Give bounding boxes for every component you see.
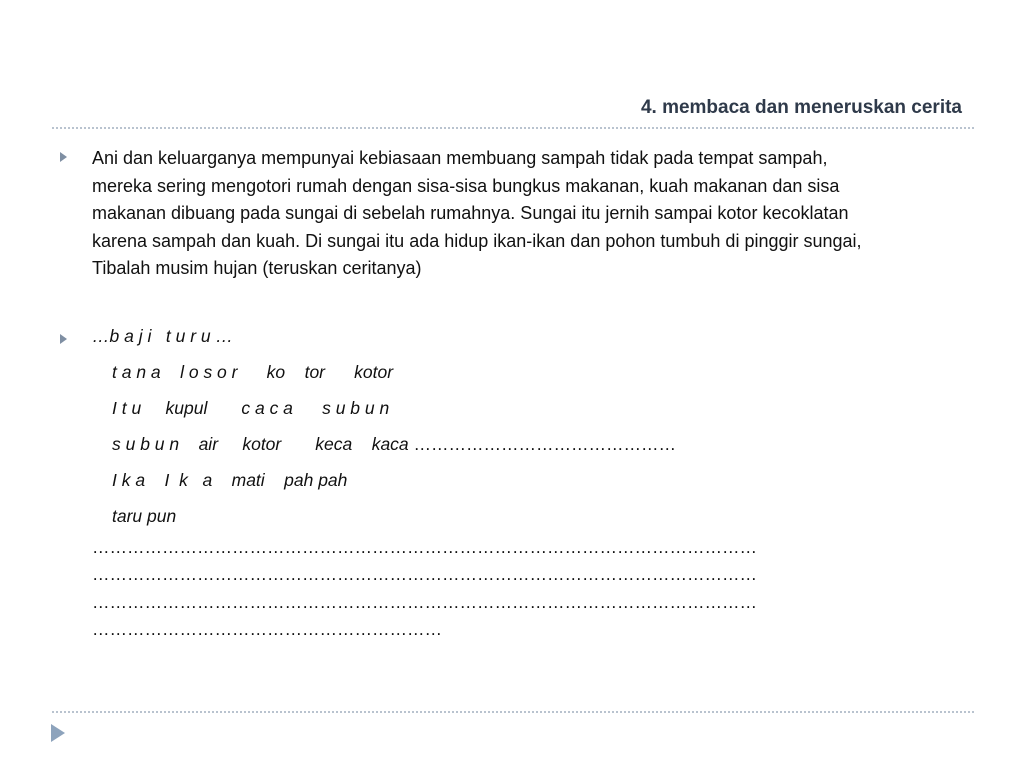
paragraph-line: mereka sering mengotori rumah dengan sisa-sisa bungkus makanan, kuah makanan dan sisa — [92, 175, 840, 196]
story-line-4-dots: ……………………………………… — [413, 434, 677, 454]
paragraph-line: makanan dibuang pada sungai di sebelah rumahnya. Sungai itu jernih sampai kotor kecoklatan — [92, 203, 849, 223]
story-line-1: …b a j i t u r u … — [92, 326, 234, 346]
bottom-divider — [52, 711, 974, 713]
answer-line: …………………………………………………………………………………………………… — [92, 592, 757, 612]
next-slide-icon[interactable] — [51, 724, 65, 742]
story-prompt-paragraph — [92, 145, 972, 283]
answer-line: …………………………………………………………………………………………………… — [92, 537, 757, 557]
story-line-6: taru pun — [112, 506, 177, 526]
slide-title: 4. membaca dan meneruskan cerita — [640, 97, 962, 118]
story-line-4-text: s u b u n air kotor keca kaca — [112, 434, 414, 454]
story-line-4 — [112, 434, 992, 455]
bullet-arrow-icon — [60, 334, 67, 344]
paragraph-line: karena sampah dan kuah. Di sungai itu ada hidup ikan-ikan dan pohon tumbuh di pinggir sungai, — [92, 230, 862, 251]
answer-line: …………………………………………………… — [92, 619, 442, 639]
story-line-3: I t u kupul c a c a s u b u n — [112, 398, 390, 418]
story-line-2: t a n a l o s o r ko tor kotor — [112, 362, 394, 382]
top-divider — [52, 127, 974, 129]
bullet-arrow-icon — [60, 152, 67, 162]
story-line-5: I k a I k a mati pah pah — [112, 470, 348, 490]
answer-line: …………………………………………………………………………………………………… — [92, 564, 757, 584]
paragraph-line: Ani dan keluarganya mempunyai kebiasaan membuang sampah tidak pada tempat sampah, — [92, 148, 828, 168]
paragraph-line: Tibalah musim hujan (teruskan ceritanya) — [92, 258, 422, 278]
